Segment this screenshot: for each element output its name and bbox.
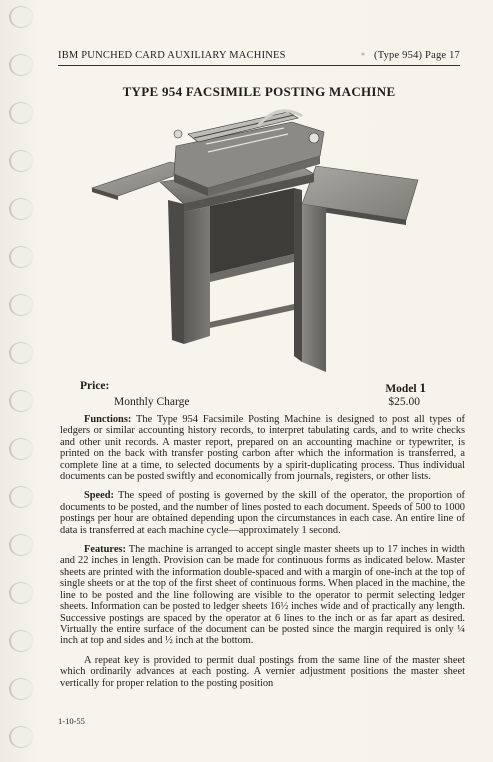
knob [309, 133, 319, 143]
right-leg [302, 204, 326, 372]
paragraph-features [60, 544, 465, 647]
footer-date: 1-10-55 [58, 716, 85, 726]
binder-hole [9, 486, 33, 508]
model-number: 1 [419, 380, 426, 395]
binder-hole [9, 294, 33, 316]
running-header [58, 50, 460, 61]
binder-hole [9, 150, 33, 172]
paragraph-body: The speed of posting is governed by the skill of the operator, the proportion of documents to be posted, and the number of lines posted to each document. Speeds of 500 to 1000 postings per hour are obtained depending upon the circumstances in each case. An entire line of data is transferred at each machine cycle—approximately 1 second. [60, 490, 465, 536]
binder-hole [9, 342, 33, 364]
binder-hole [9, 438, 33, 460]
binder-hole [9, 198, 33, 220]
model-label: Model [385, 383, 417, 395]
knob [174, 130, 182, 138]
binder-hole [9, 54, 33, 76]
binder-hole [9, 390, 33, 412]
header-rule [58, 65, 460, 66]
binder-hole [9, 630, 33, 652]
binder-hole [9, 726, 33, 748]
binder-hole [9, 102, 33, 124]
binder-hole [9, 582, 33, 604]
paragraph-lead: Features: [84, 544, 126, 556]
paragraph-repeat-key [60, 655, 465, 689]
left-leg [184, 206, 210, 344]
page-title: TYPE 954 FACSIMILE POSTING MACHINE [122, 84, 396, 99]
monthly-charge-value: $25.00 [388, 396, 420, 408]
binder-hole [9, 678, 33, 700]
price-block [80, 380, 460, 412]
header-left: IBM PUNCHED CARD AUXILIARY MACHINES [58, 50, 286, 61]
binder-holes [0, 0, 40, 762]
header-separator: * [360, 51, 366, 60]
binder-hole [9, 246, 33, 268]
binder-hole [9, 6, 33, 28]
monthly-charge-label: Monthly Charge [114, 396, 190, 408]
paragraph-functions [60, 414, 465, 482]
body-text [60, 414, 465, 697]
paragraph-lead: Functions: [84, 414, 132, 425]
price-label: Price: [80, 380, 110, 392]
model-heading [385, 380, 426, 396]
paragraph-speed [60, 490, 465, 536]
paragraph-lead: Speed: [84, 490, 115, 502]
paragraph-body: A repeat key is provided to permit dual postings from the same line of the master sheet which ordinarily advances at each posting. A vernier adjustment positions the master sheet vertically for proper relation to the posting position [60, 654, 465, 689]
paragraph-body: The machine is arranged to accept single master sheets up to 17 inches in width and 22 inches in length. Provision can be made for continuous forms as indicated below. Master sheets are printed with the information double-spaced and with a margin of one-inch at the top of single sheets or at the top of the first sheet of continuous forms. When placed in the machine, the line to be posted and the line following are visible to the operator to permit selecting ledger sheets. Information can be posted to ledger sheets 16½ inches wide and of practically any length. Successive postings are spaced by the operator at 6 lines to the inch or as far apart as desired. Virtually the entire surface of the document can be posted since the margin required is only ¼ inch at top and sides and ½ inch at the bottom. [60, 544, 465, 647]
header-right: (Type 954) Page 17 [374, 50, 460, 61]
paragraph-body: The Type 954 Facsimile Posting Machine is designed to post all types of ledgers or similar accounting history records, to interpret tabulating cards, and to write checks and other unit records. A master report, prepared on an accounting machine or typewriter, is printed on the back with transfer posting carbon after which the information is transferred, a complete line at a time, to selected documents by a spirit-duplicating process. Thus individual documents can be posted swiftly and economically from journals, registers, or other lists. [60, 414, 465, 483]
binder-hole [9, 534, 33, 556]
machine-photo [88, 104, 434, 376]
